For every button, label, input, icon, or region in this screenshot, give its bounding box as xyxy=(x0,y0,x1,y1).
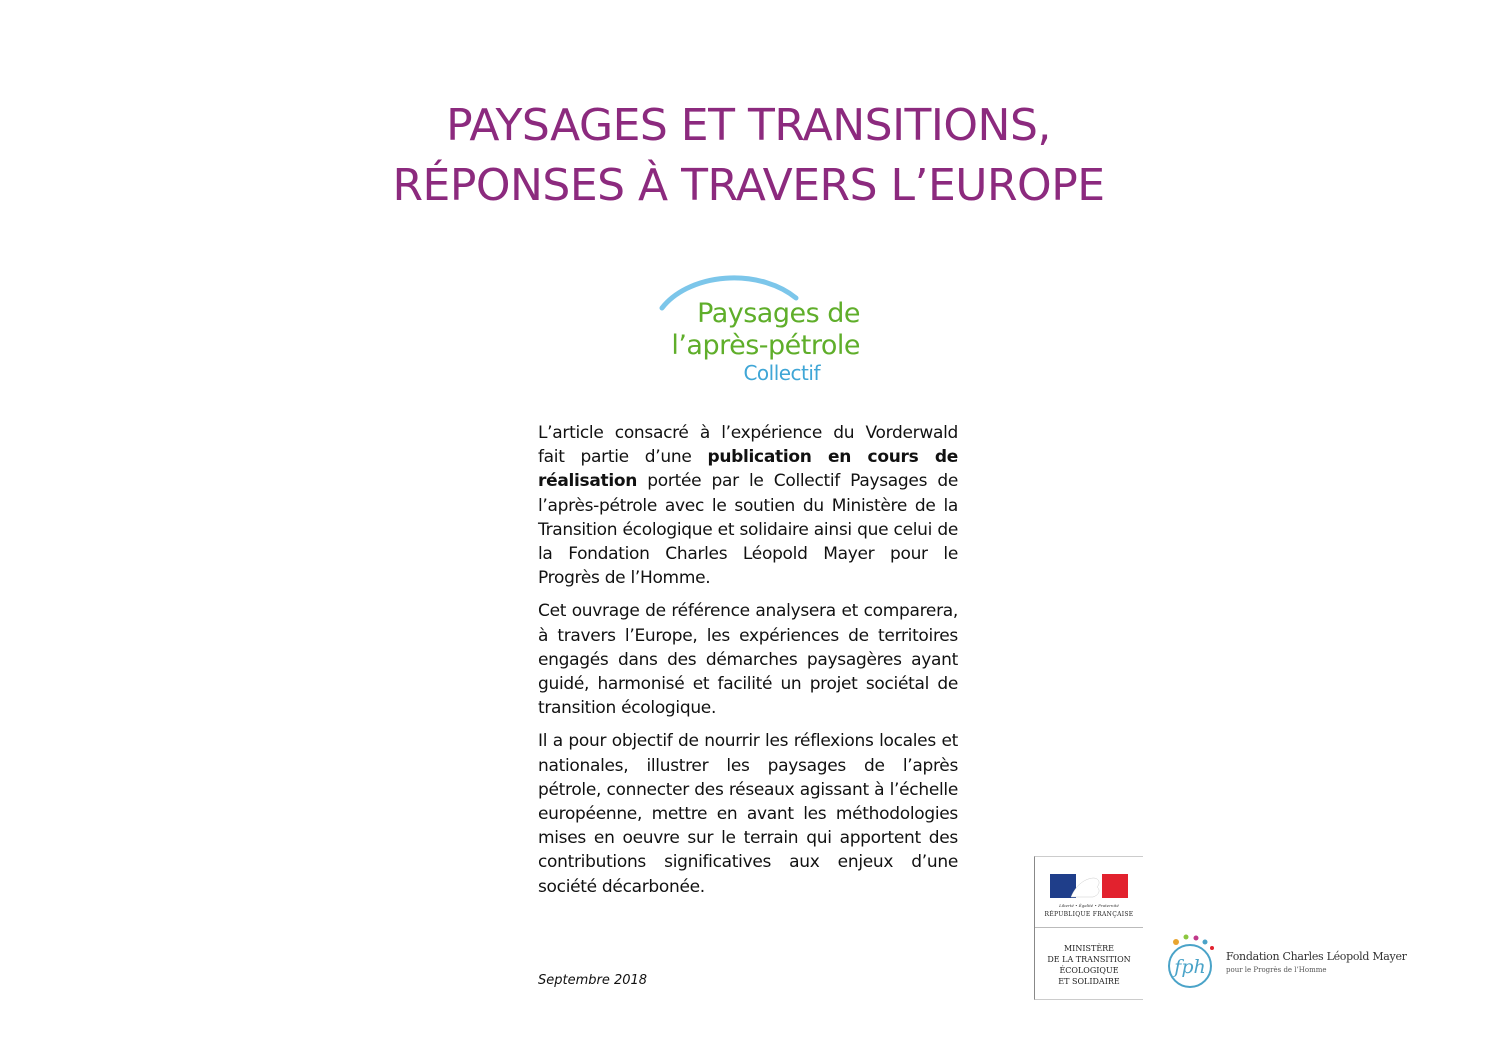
ministere-logo xyxy=(1034,856,1143,1000)
fph-logo xyxy=(1162,932,1407,992)
ministere-motto: Liberté • Égalité • Fraternité xyxy=(1059,903,1119,908)
logo-line-2: l’après-pétrole xyxy=(671,330,860,361)
paragraph-1: L’article consacré à l’expérience du Vorderwald fait partie d’une publication en cours de réalisation portée par le Collectif Paysages de l’après-pétrole avec le soutien du Ministère de la Transition écologique et solidaire ainsi que celui de la Fondation Charles Léopold Mayer pour le Progrès de l’Homme. xyxy=(538,423,958,589)
paragraph-2: Cet ouvrage de référence analysera et comparera, à travers l’Europe, les expériences de territoires engagés dans des démarches paysagères ayant guidé, harmonisé et facilité un projet sociétal de transition écologique. xyxy=(538,601,958,719)
publication-date: Septembre 2018 xyxy=(538,973,648,988)
ministere-name: MINISTÈRE DE LA TRANSITION ÉCOLOGIQUE ET SOLIDAIRE xyxy=(1047,944,1131,986)
title-line-2: RÉPONSES À TRAVERS L’EUROPE xyxy=(392,160,1105,211)
bold-highlight: publication en cours de réalisation xyxy=(538,447,958,492)
title-line-1: PAYSAGES ET TRANSITIONS, xyxy=(446,100,1051,151)
fph-subtitle: pour le Progrès de l’Homme xyxy=(1226,966,1327,974)
paragraph-3: Il a pour objectif de nourrir les réflexions locales et nationales, illustrer les paysages de l’après pétrole, connecter des réseaux agissant à l’échelle européenne, mettre en avant les méthodologies mises en oeuvre sur le terrain qui apportent des contributions significatives aux enjeux d’une société décarbonée. xyxy=(538,731,958,897)
fph-emblem-icon xyxy=(1162,932,1224,992)
page-title xyxy=(0,96,1497,216)
fph-mark: fph xyxy=(1174,956,1206,978)
logo-line-1: Paysages de xyxy=(697,298,860,329)
republique-francaise: RÉPUBLIQUE FRANÇAISE xyxy=(1044,911,1134,918)
fph-name: Fondation Charles Léopold Mayer xyxy=(1226,950,1407,963)
logo-line-3: Collectif xyxy=(743,361,820,385)
body-text xyxy=(538,421,958,908)
marianne-flag-icon xyxy=(1035,857,1143,903)
collectif-logo xyxy=(644,254,864,386)
divider xyxy=(1035,927,1143,928)
